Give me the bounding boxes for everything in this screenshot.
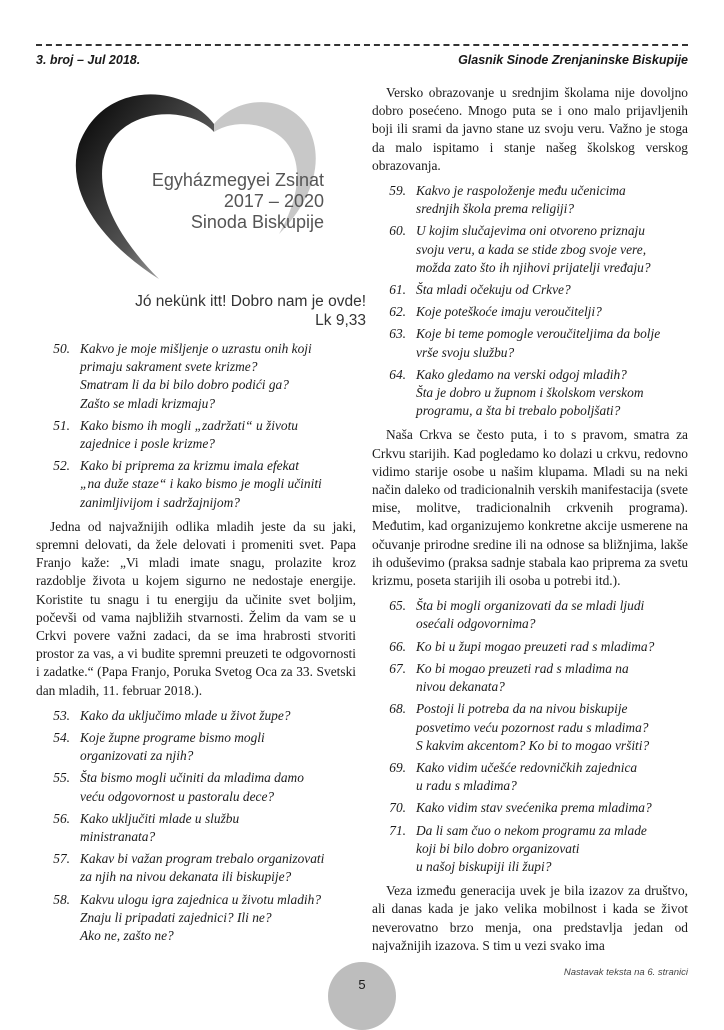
list-item: 56. Kako uključiti mlade u službu ministranata? bbox=[53, 810, 240, 845]
list-item: 58. Kakvu ulogu igra zajednica u životu mladih? Znaju li pripadati zajednici? Ili ne? Ako ne, zašto ne? bbox=[53, 891, 322, 944]
body-paragraph: Jedna od najvažnijih odlika mladih jeste da su jaki, spremni delovati, da žele delovati i promeniti svet. Papa Franjo kaže: „Vi mladi imate snagu, prolazite kroz razdoblje života u kojem sigurno ne nedostaje energije. Koristite tu snagu i tu energiju da učinite svet boljim, počevši od vama najbližih stvarnosti. Želim da vam se u Crkvi povere važni zadaci, da se ima hrabrosti stvoriti prostor za vas, a vi budite spremni preuzeti te odgovornosti i zadatke.“ (Papa Franjo, Poruka Svetog Oca za 33. Svetski dan mladih, 11. februar 2018.). bbox=[36, 518, 356, 698]
list-item: 66. Ko bi u župi mogao preuzeti rad s mladima? bbox=[389, 638, 655, 654]
issue-label: 3. broj – Jul 2018. bbox=[36, 53, 141, 67]
list-item: 68. Postoji li potreba da na nivou biskupije posvetimo veću pozornost radu s mladima? S kakvim akcentom? Ko bi to mogao vršiti? bbox=[389, 701, 650, 753]
synod-logo bbox=[36, 84, 366, 340]
question-list bbox=[372, 182, 688, 420]
body-paragraph: Naša Crkva se često puta, i to s pravom, smatra za Crkvu starijih. Kad pogledamo ko dolazi u crkvu, redovno vidimo starije osobe u našim klupama. Mladi su na neki način daleko od tradicionalnih verskih manifestacija (svete mise, molitve, tradicionalnih crkvenih programa). Međutim, kad organizujemo konkretne akcije usmerene na očuvanje prirodne sredine ili na odnose sa bližnjima, lakše ih oduševimo (praksa sadnje stabala kao priprema za svetu krizmu, poseta starijih ili osoba u potrebi itd.). bbox=[372, 427, 688, 589]
list-item: 67. Ko bi mogao preuzeti rad s mladima na nivou dekanata? bbox=[389, 660, 629, 695]
list-item: 62. Koje poteškoće imaju veroučitelji? bbox=[389, 304, 602, 320]
list-item: 69. Kako vidim učešće redovničkih zajednica u radu s mladima? bbox=[389, 759, 638, 794]
list-item: 59. Kakvo je raspoloženje među učenicima srednjih škola prema religiji? bbox=[389, 183, 626, 217]
list-item: 53. Kako da uključimo mlade u život župe? bbox=[53, 707, 291, 723]
body-paragraph: Veza između generacija uvek je bila izazov za društvo, ali danas kada je jako velika mobilnost i kada se život neverovatno brzo menja, ona predstavlja jedan od najvažnijih izazova. S tim u vezi svako ima bbox=[372, 883, 688, 953]
list-item: 71. Da li sam čuo o nekom programu za mlade koji bi bilo dobro organizovati u našoj biskupiji ili župi? bbox=[389, 822, 647, 874]
left-column bbox=[36, 84, 366, 949]
list-item: 63. Koje bi teme pomogle veroučiteljima da bolje vrše svoju službu? bbox=[389, 326, 661, 360]
question-list bbox=[36, 340, 356, 512]
logo-line-1: Egyházmegyei Zsinat bbox=[151, 170, 324, 190]
question-list bbox=[36, 707, 356, 945]
body-paragraph: Versko obrazovanje u srednjim školama nije dovoljno dobro posećeno. Mnogo puta se i ono malo prijavljenih boji ili srami da javno stane uz svoju veru. Važno je stoga da malo ispitamo i stanje našeg školskog verskog obrazovanja. bbox=[372, 85, 688, 173]
logo-motto: Jó nekünk itt! Dobro nam je ovde! bbox=[135, 293, 366, 310]
list-item: 65. Šta bi mogli organizovati da se mladi ljudi osećali odgovornima? bbox=[389, 598, 645, 632]
list-item: 55. Šta bismo mogli učiniti da mladima damo veću odgovornost u pastoralu dece? bbox=[53, 770, 304, 804]
logo-reference: Lk 9,33 bbox=[315, 312, 366, 329]
list-item: 61. Šta mladi očekuju od Crkve? bbox=[389, 282, 571, 298]
page-number: 5 bbox=[328, 962, 396, 1030]
list-item: 52. Kako bi priprema za krizmu imala efekat „na duže staze“ i kako bismo je mogli učiniti zanimljivijom i sadržajnijom? bbox=[53, 458, 322, 510]
logo-line-3: Sinoda Biskupije bbox=[190, 212, 324, 232]
list-item: 51. Kako bismo ih mogli „zadržati“ u životu zajednice i posle krizme? bbox=[53, 417, 298, 452]
list-item: 57. Kakav bi važan program trebalo organizovati za njih na nivou dekanata ili biskupije? bbox=[53, 851, 325, 885]
page-header bbox=[36, 44, 688, 74]
logo-line-2: 2017 – 2020 bbox=[223, 191, 324, 211]
list-item: 70. Kako vidim stav svećenika prema mladima? bbox=[389, 800, 652, 816]
continued-note: Nastavak teksta na 6. stranici bbox=[563, 967, 688, 978]
list-item: 50. Kakvo je moje mišljenje o uzrastu onih koji primaju sakrament svete krizme? Smatram li da bi bilo dobro podići ga? Zašto se mladi krizmaju? bbox=[53, 341, 312, 411]
list-item: 64. Kako gledamo na verski odgoj mladih? Šta je dobro u župnom i školskom verskom programu, a šta bi trebalo poboljšati? bbox=[389, 366, 644, 419]
right-column bbox=[372, 84, 688, 962]
question-list bbox=[372, 597, 688, 876]
list-item: 54. Koje župne programe bismo mogli organizovati za njih? bbox=[53, 730, 265, 764]
list-item: 60. U kojim slučajevima oni otvoreno priznaju svoju veru, a kada se stide zbog svoje vere, možda zato što ih njihovi prijatelji vređaju? bbox=[389, 223, 651, 275]
publication-title: Glasnik Sinode Zrenjaninske Biskupije bbox=[458, 53, 688, 67]
